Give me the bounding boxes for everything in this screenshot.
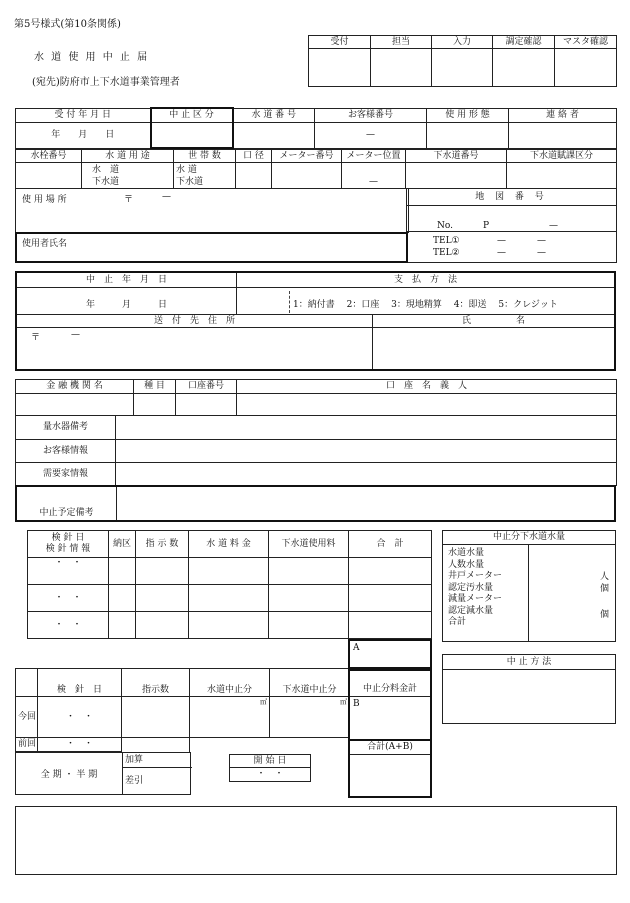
bank-field[interactable]	[16, 394, 134, 416]
header-stop-reading-date: 検 針 日	[38, 669, 122, 697]
account-type-field[interactable]	[134, 394, 176, 416]
header-water-usage: 水 道 用 途	[82, 150, 174, 163]
stamp-box[interactable]	[493, 49, 555, 87]
stamp-label: 調定確認	[493, 36, 555, 49]
sum-label: 合計(A+B)	[350, 741, 430, 755]
customer-no-field[interactable]: —	[315, 122, 427, 148]
map-number-label: 地 図 番 号	[407, 189, 616, 206]
tap-no-field[interactable]	[16, 163, 82, 189]
stamp-box[interactable]	[432, 49, 493, 87]
stamp-box[interactable]	[309, 49, 371, 87]
sewer-no-field[interactable]	[406, 163, 507, 189]
header-payment-area: 納区	[109, 531, 136, 558]
stamp-label: マスタ確認	[555, 36, 617, 49]
header-meter-position: メーター位置	[342, 150, 406, 163]
sewer-class-field[interactable]	[507, 163, 617, 189]
header-water-fee: 水 道 料 金	[189, 531, 269, 558]
table-cell[interactable]	[136, 612, 189, 639]
header-sewer-no: 下水道番号	[406, 150, 507, 163]
current-reading-date[interactable]: ・ ・	[38, 697, 122, 738]
meter-no-field[interactable]	[272, 163, 342, 189]
header-send-name: 氏 名	[373, 315, 614, 328]
reading-date-field[interactable]: ・ ・	[28, 612, 109, 639]
table-cell[interactable]	[189, 558, 269, 585]
send-name-field[interactable]	[373, 328, 614, 369]
form-number: 第5号様式(第10条関係)	[14, 19, 121, 30]
header-reception-date: 受 付 年 月 日	[16, 108, 151, 122]
stamp-box[interactable]	[555, 49, 617, 87]
bank-table	[15, 379, 617, 416]
previous-reading-date[interactable]: ・ ・	[38, 738, 122, 752]
memo-table	[15, 415, 617, 486]
header-households: 世 帯 数	[174, 150, 236, 163]
table-cell[interactable]	[269, 612, 349, 639]
table-cell[interactable]	[109, 558, 136, 585]
account-no-field[interactable]	[176, 394, 237, 416]
stop-reading-table	[15, 668, 350, 752]
stop-payment-section	[15, 271, 616, 371]
start-date-label: 開 始 日	[230, 755, 310, 768]
header-account-no: 口座番号	[176, 380, 237, 394]
memo-stop-section	[15, 485, 616, 522]
start-date-box	[229, 754, 311, 782]
account-holder-field[interactable]	[237, 394, 617, 416]
header-tap-no: 水栓番号	[16, 150, 82, 163]
table-cell[interactable]	[109, 585, 136, 612]
current-reading-value[interactable]	[122, 697, 190, 738]
stamp-label: 受付	[309, 36, 371, 49]
meter-position-field[interactable]: —	[342, 163, 406, 189]
table-cell[interactable]	[189, 612, 269, 639]
table-cell[interactable]	[109, 612, 136, 639]
header-water-no: 水 道 番 号	[233, 108, 315, 122]
stamp-label: 担当	[371, 36, 432, 49]
header-stop-date: 中 止 年 月 日	[17, 273, 237, 288]
table-cell[interactable]	[269, 558, 349, 585]
water-info-table	[15, 149, 617, 189]
sewer-volume-title: 中止分下水道水量	[443, 531, 615, 545]
tel1-label: TEL①	[433, 236, 460, 246]
table-cell[interactable]	[189, 585, 269, 612]
sum-field[interactable]	[350, 755, 430, 796]
header-payment-method: 支 払 方 法	[237, 273, 614, 288]
stop-method-box	[442, 654, 616, 724]
period-selector[interactable]: 全 期 ・ 半 期	[16, 753, 123, 794]
memo-customer-label: お客様情報	[16, 440, 116, 463]
header-water-stop: 水道中止分	[190, 669, 270, 697]
header-account-type: 種 目	[134, 380, 176, 394]
header-reading-date: 検 針 日 検 針 情 報	[28, 531, 109, 558]
stamp-box[interactable]	[371, 49, 432, 87]
header-send-address: 送 付 先 住 所	[17, 315, 373, 328]
previous-reading-value[interactable]	[122, 738, 190, 752]
stamp-table	[308, 35, 617, 87]
table-cell[interactable]	[349, 585, 432, 612]
memo-stop-field[interactable]	[117, 487, 614, 520]
header-meter-no: メーター番号	[272, 150, 342, 163]
header-account-holder: 口 座 名 義 人	[237, 380, 617, 394]
header-reading-value: 指 示 数	[136, 531, 189, 558]
sabiki-label: 差引	[125, 776, 144, 786]
table-cell[interactable]	[269, 585, 349, 612]
memo-customer-field[interactable]	[116, 440, 617, 463]
header-total: 合 計	[349, 531, 432, 558]
reception-table	[15, 107, 617, 149]
memo-demand-field[interactable]	[116, 463, 617, 486]
header-stop-reading-value: 指示数	[122, 669, 190, 697]
memo-meter-field[interactable]	[116, 416, 617, 440]
table-cell[interactable]	[349, 612, 432, 639]
header-diameter: 口 径	[236, 150, 272, 163]
stop-method-title: 中 止 方 法	[443, 655, 615, 670]
header-sewer-stop: 下水道中止分	[270, 669, 350, 697]
row-label-current: 今回	[16, 697, 38, 738]
memo-stop-label: 中止予定備考	[17, 487, 117, 520]
contact-field[interactable]	[509, 122, 617, 148]
meter-reading-table	[27, 530, 432, 639]
header-contact: 連 絡 者	[509, 108, 617, 122]
table-cell[interactable]	[136, 558, 189, 585]
amount-a-box[interactable]: A	[348, 639, 432, 671]
map-area: 地 図 番 号 No. P — TEL① — — TEL② — —	[406, 189, 617, 263]
memo-demand-label: 需要家情報	[16, 463, 116, 486]
header-sewer-class: 下水道賦課区分	[507, 150, 617, 163]
sewer-volume-box: 中止分下水道水量 水道水量 人数水量 井戸メーター 認定汚水量 減量メーター 認定減水量 合計 人 個 個	[442, 530, 616, 642]
stop-total-column	[348, 667, 432, 798]
addressee: (宛先)防府市上下水道事業管理者	[32, 77, 180, 88]
stop-method-field[interactable]	[443, 670, 615, 723]
memo-meter-label: 量水器備考	[16, 416, 116, 440]
sewer-stop-field[interactable]: ㎥	[270, 697, 350, 738]
households-field[interactable]: 水 道 下水道	[174, 163, 236, 189]
header-sewer-fee: 下水道使用料	[269, 531, 349, 558]
kasan-label: 加算	[123, 753, 192, 768]
stamp-label: 入力	[432, 36, 493, 49]
sewer-volume-items: 水道水量 人数水量 井戸メーター 認定汚水量 減量メーター 認定減水量 合計	[448, 548, 503, 627]
start-date-field[interactable]: ・ ・	[256, 769, 284, 779]
diameter-field[interactable]	[236, 163, 272, 189]
period-box	[15, 752, 191, 795]
row-label-previous: 前回	[16, 738, 38, 752]
send-address-field[interactable]: 〒 —	[17, 328, 373, 369]
usage-form-field[interactable]	[427, 122, 509, 148]
reception-date-field[interactable]: 年 月 日	[16, 122, 151, 148]
header-bank: 金 融 機 関 名	[16, 380, 134, 394]
user-name-field[interactable]: 使用者氏名	[15, 232, 408, 263]
reading-date-field[interactable]: ・ ・	[28, 585, 109, 612]
payment-options[interactable]: 1：納付書 2：口座 3：現地精算 4：即送 5：クレジット	[293, 300, 558, 310]
tel2-label: TEL②	[433, 248, 460, 258]
stop-type-field[interactable]	[151, 122, 233, 148]
water-stop-field[interactable]: ㎥	[190, 697, 270, 738]
amount-b-box[interactable]: B	[350, 697, 430, 741]
table-cell[interactable]	[136, 585, 189, 612]
water-usage-field[interactable]: 水 道 下水道	[82, 163, 174, 189]
usage-place-field[interactable]: 使 用 場 所 〒 —	[15, 189, 409, 233]
header-usage-form: 使 用 形 態	[427, 108, 509, 122]
water-no-field[interactable]	[233, 122, 315, 148]
header-stop-type: 中 止 区 分	[151, 108, 233, 122]
reading-date-field[interactable]: ・ ・	[28, 558, 109, 585]
header-stop-total: 中止分料金計	[350, 669, 430, 697]
form-title: 水 道 使 用 中 止 届	[34, 52, 150, 63]
remarks-box[interactable]	[15, 806, 617, 875]
table-cell[interactable]	[349, 558, 432, 585]
stop-date-field[interactable]: 年 月 日	[17, 288, 237, 314]
header-customer-no: お客様番号	[315, 108, 427, 122]
